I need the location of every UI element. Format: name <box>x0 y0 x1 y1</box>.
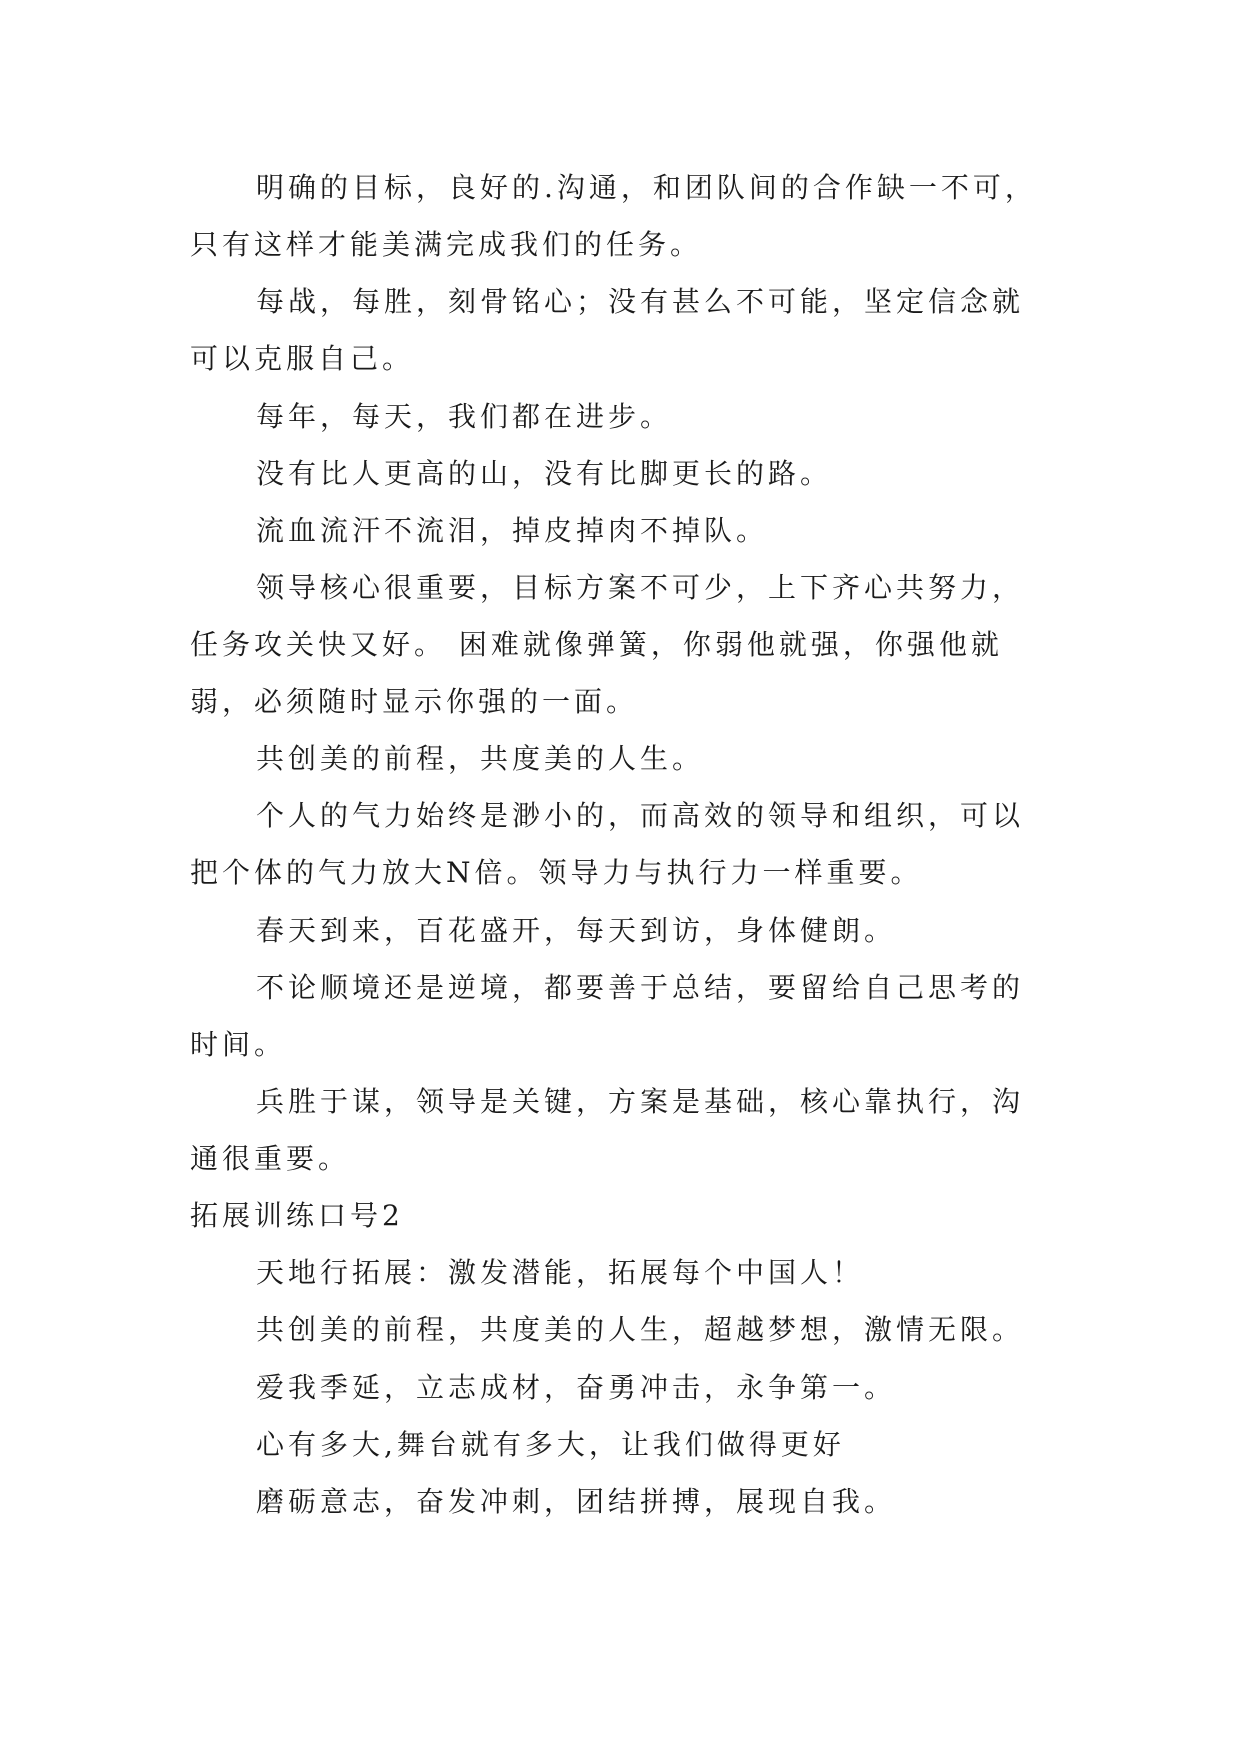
paragraph-line: 不论顺境还是逆境，都要善于总结，要留给自己思考的 <box>256 971 1025 1004</box>
paragraph-line: 每战，每胜，刻骨铭心；没有甚么不可能，坚定信念就 <box>256 285 1025 318</box>
paragraph-line: 弱，必须随时显示你强的一面。 <box>190 685 639 718</box>
paragraph-line: 把个体的气力放大N倍。领导力与执行力一样重要。 <box>190 856 923 889</box>
paragraph-line: 领导核心很重要，目标方案不可少，上下齐心共努力， <box>256 571 1025 604</box>
paragraph-line: 春天到来，百花盛开，每天到访，身体健朗。 <box>256 914 897 947</box>
paragraph-line: 只有这样才能美满完成我们的任务。 <box>190 228 703 261</box>
paragraph-line: 可以克服自己。 <box>190 342 415 375</box>
section-heading: 拓展训练口号2 <box>190 1199 404 1232</box>
paragraph-line: 流血流汗不流泪，掉皮掉肉不掉队。 <box>256 514 769 547</box>
paragraph-line: 磨砺意志，奋发冲刺，团结拼搏，展现自我。 <box>256 1485 897 1518</box>
paragraph-line: 个人的气力始终是渺小的，而高效的领导和组织，可以 <box>256 799 1025 832</box>
paragraph-line: 心有多大,舞台就有多大，让我们做得更好 <box>256 1428 845 1461</box>
paragraph-line: 明确的目标，良好的.沟通，和团队间的合作缺一不可， <box>256 171 1037 204</box>
paragraph-line: 时间。 <box>190 1028 287 1061</box>
paragraph-line: 没有比人更高的山，没有比脚更长的路。 <box>256 457 833 490</box>
paragraph-line: 通很重要。 <box>190 1142 351 1175</box>
paragraph-line: 每年，每天，我们都在进步。 <box>256 400 673 433</box>
paragraph-line: 任务攻关快又好。 困难就像弹簧，你弱他就强，你强他就 <box>190 628 1003 661</box>
paragraph-line: 爱我季延，立志成材，奋勇冲击，永争第一。 <box>256 1371 897 1404</box>
paragraph-line: 共创美的前程，共度美的人生。 <box>256 742 705 775</box>
paragraph-line: 兵胜于谋，领导是关键，方案是基础，核心靠执行，沟 <box>256 1085 1025 1118</box>
paragraph-line: 天地行拓展：激发潜能，拓展每个中国人！ <box>256 1256 865 1289</box>
paragraph-line: 共创美的前程，共度美的人生，超越梦想，激情无限。 <box>256 1313 1025 1346</box>
